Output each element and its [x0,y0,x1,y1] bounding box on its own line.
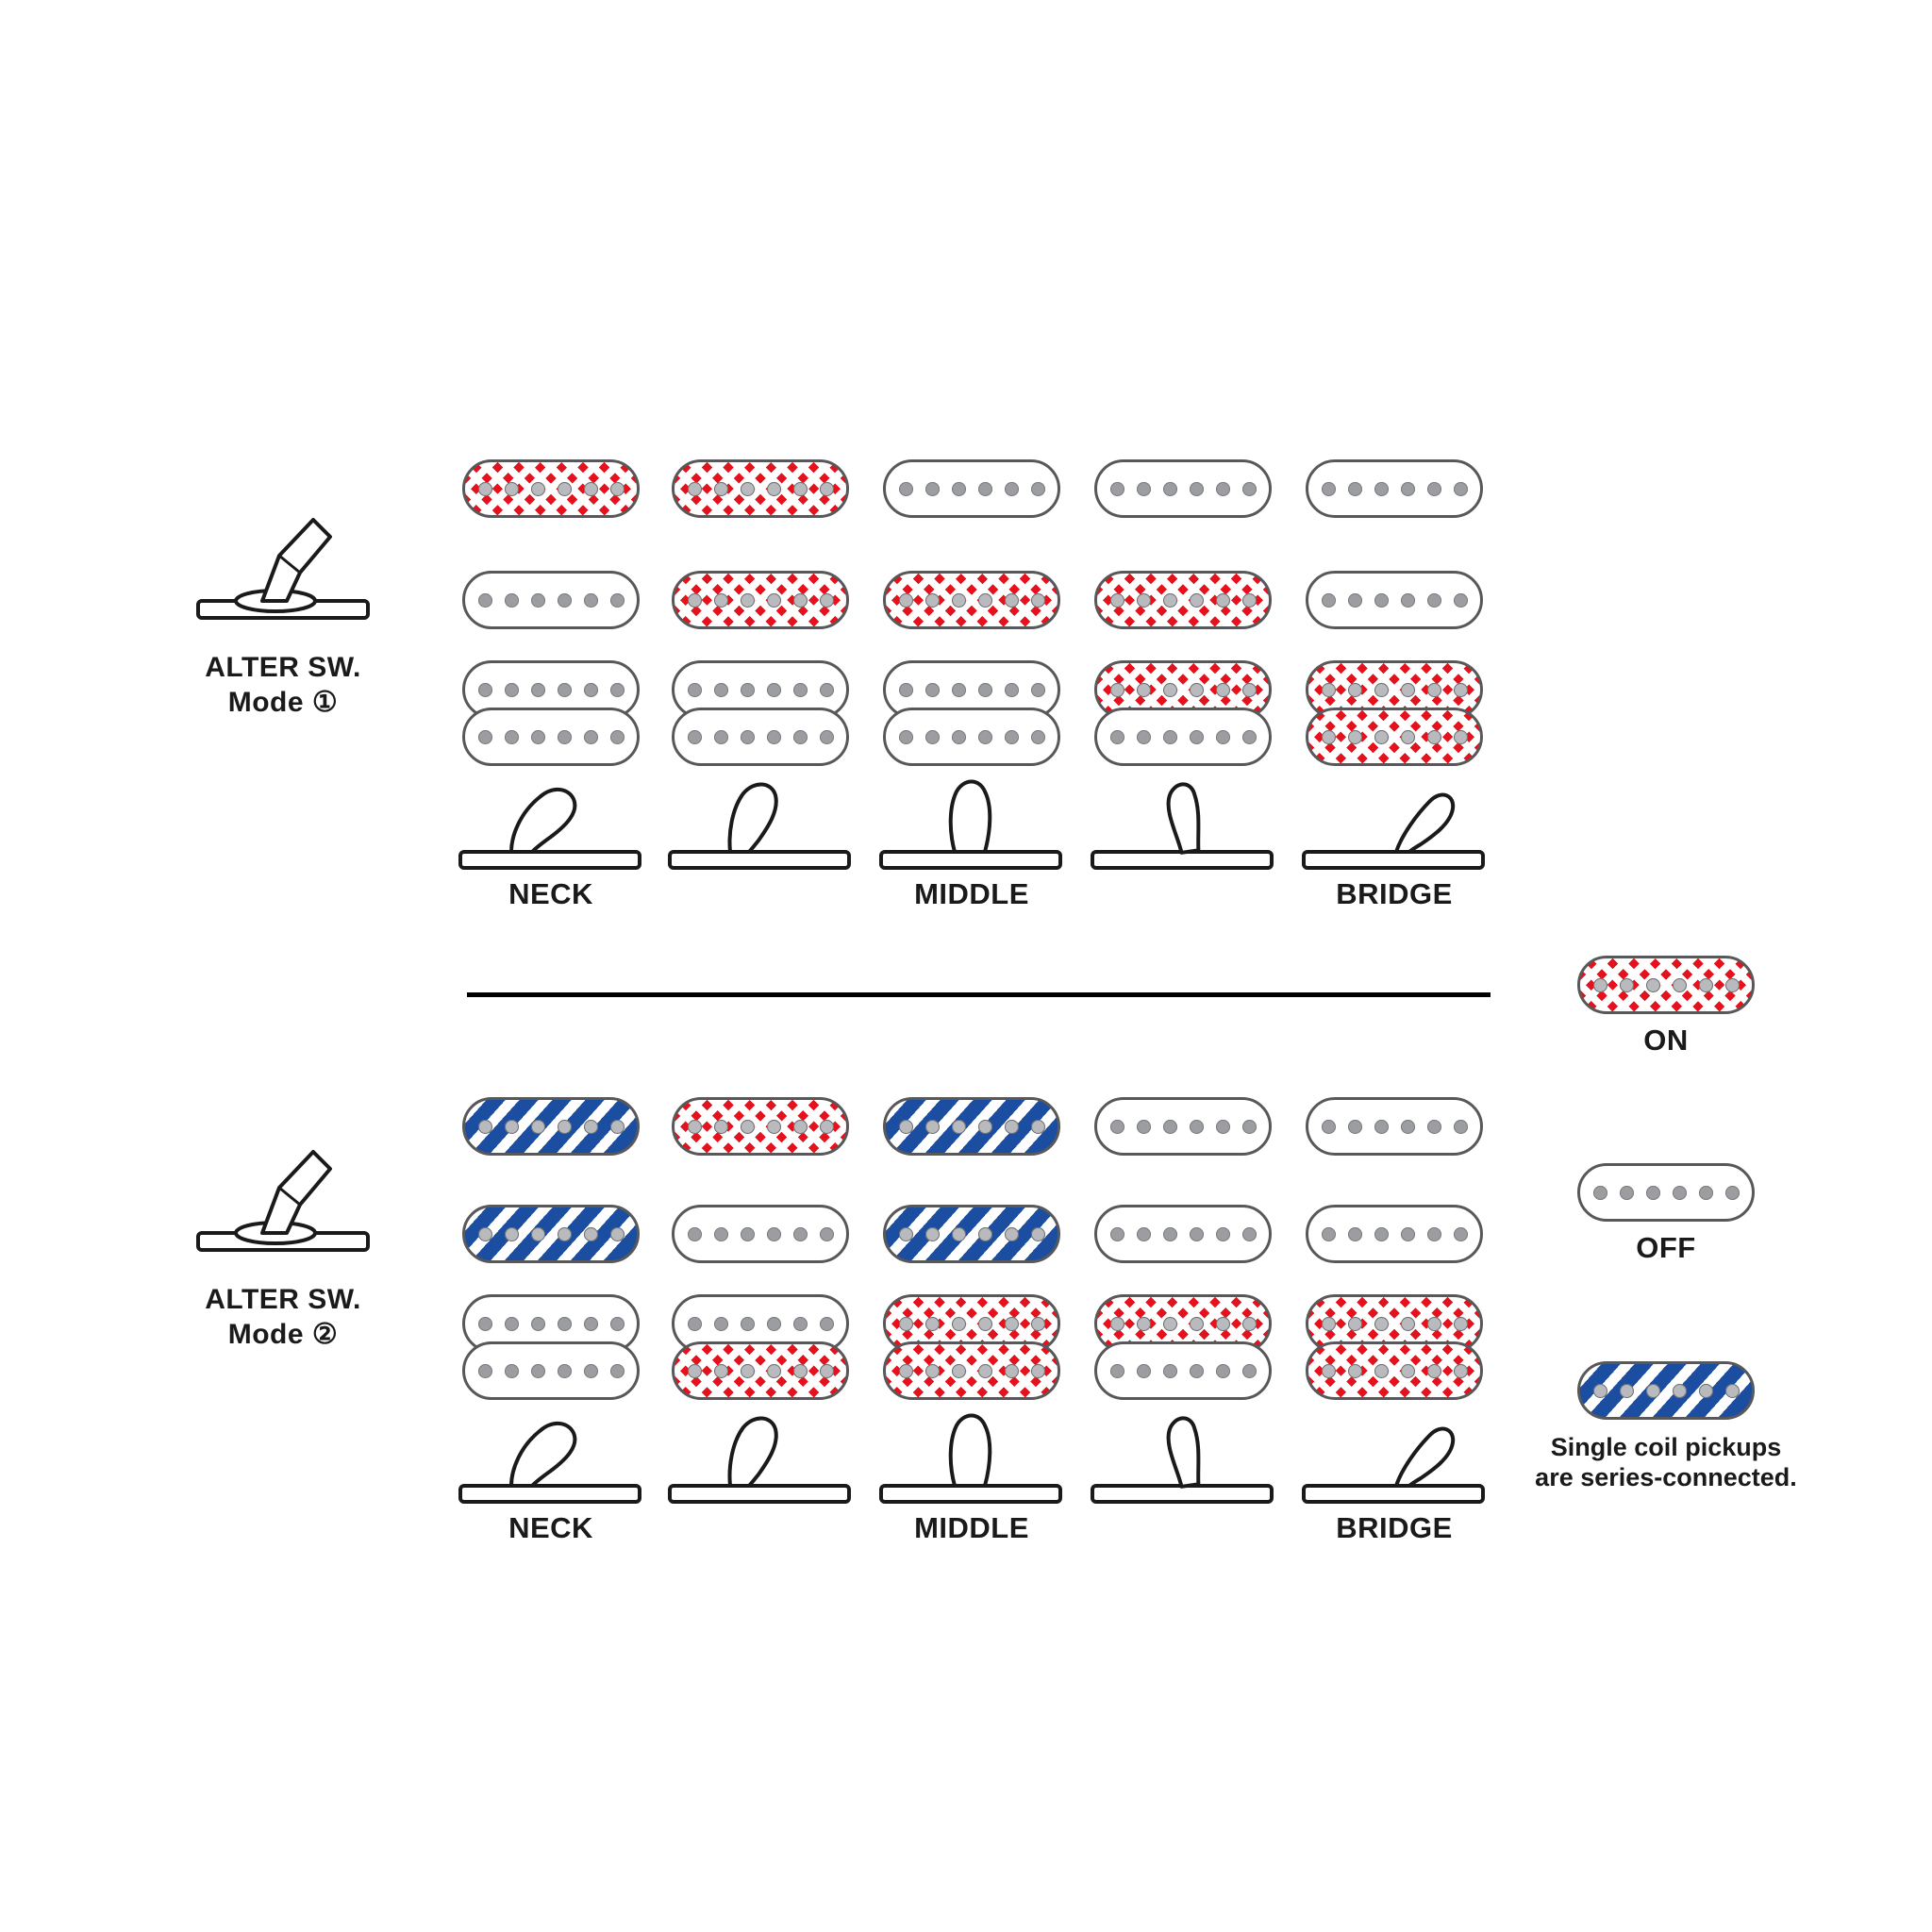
mode-1-pos-4-selector-icon [1085,769,1283,877]
mode-2-pos-5-middle-pickup [1306,1205,1483,1263]
pole-group [675,462,846,515]
pole-group [1097,710,1269,763]
mode-1-pos-1-neck-pickup [462,459,640,518]
legend-series-note-line2: are series-connected. [1535,1463,1797,1492]
pole-group [675,574,846,626]
mode-1-pos-1-bridge-coil-bottom [462,708,640,766]
mode-2-pos-1-label: NECK [508,1511,593,1544]
mode-2-pos-5-neck-pickup [1306,1097,1483,1156]
pole-group [465,1344,637,1397]
mode-1-pos-3-middle-pickup [883,571,1060,629]
mode-2-pos-2-selector-icon [662,1403,860,1511]
legend-off-label: OFF [1636,1231,1696,1264]
mode-2-pos-1-middle-pickup [462,1205,640,1263]
mode-1-pos-4-bridge-coil-bottom [1094,708,1272,766]
mode-1-pos-5-bridge-coil-bottom [1306,708,1483,766]
mode-2-pos-3-bridge-coil-bottom [883,1341,1060,1400]
mode-1-pos-3-label: MIDDLE [914,877,1029,910]
mode-1-pos-5-selector-icon [1296,769,1494,877]
pole-group [1308,574,1480,626]
pole-group [886,1100,1058,1153]
pole-group [465,462,637,515]
pole-group [1308,1344,1480,1397]
legend-series-swatch [1577,1361,1755,1420]
pole-group [886,574,1058,626]
legend-series-note-line1: Single coil pickups [1550,1433,1782,1461]
pole-group [675,1100,846,1153]
mode-2-pos-1-neck-pickup [462,1097,640,1156]
mode-1-pos-3-bridge-coil-bottom [883,708,1060,766]
pole-group [1308,1208,1480,1260]
legend-off-swatch [1577,1163,1755,1222]
section-divider [467,992,1491,997]
mode-2-pos-5-selector-icon [1296,1403,1494,1511]
mode-1-pos-2-middle-pickup [672,571,849,629]
pole-group [675,1208,846,1260]
mode-2-pos-3-label: MIDDLE [914,1511,1029,1544]
pole-group [1580,958,1752,1011]
pole-group [465,1208,637,1260]
pole-group [1097,1344,1269,1397]
mode-1-pos-5-label: BRIDGE [1336,877,1453,910]
mode-1-pos-1-middle-pickup [462,571,640,629]
mode-2-pos-5-bridge-coil-bottom [1306,1341,1483,1400]
pole-group [1097,574,1269,626]
mode-2-pos-4-selector-icon [1085,1403,1283,1511]
pole-group [1308,710,1480,763]
pole-group [1097,462,1269,515]
legend-on-label: ON [1643,1024,1689,1057]
mode-1-pos-3-neck-pickup [883,459,1060,518]
mode-2-title-line2: Mode ② [227,1318,339,1350]
mode-1-pos-2-neck-pickup [672,459,849,518]
mode-1-title [151,651,415,720]
legend-series-note [1524,1432,1807,1493]
mode-2-title-line1: ALTER SW. [205,1284,361,1315]
pole-group [1097,1208,1269,1260]
pole-group [1308,462,1480,515]
mode-1-title-line1: ALTER SW. [205,652,361,683]
mode-1-pos-2-bridge-coil-bottom [672,708,849,766]
mode-2-pos-4-bridge-coil-bottom [1094,1341,1272,1400]
pole-group [886,1208,1058,1260]
pole-group [675,1344,846,1397]
pole-group [465,1100,637,1153]
mode-2-pos-3-middle-pickup [883,1205,1060,1263]
pole-group [1580,1364,1752,1417]
pole-group [675,710,846,763]
mode-1-pos-3-selector-icon [874,769,1072,877]
mode-1-pos-1-selector-icon [453,769,651,877]
pole-group [886,462,1058,515]
pole-group [465,710,637,763]
mode-1-pos-1-label: NECK [508,877,593,910]
alter-switch-icon-mode-2 [189,1146,377,1259]
mode-2-pos-2-neck-pickup [672,1097,849,1156]
alter-switch-icon-mode-1 [189,514,377,627]
legend-on-swatch [1577,956,1755,1014]
pole-group [886,1344,1058,1397]
mode-2-pos-3-neck-pickup [883,1097,1060,1156]
pole-group [1580,1166,1752,1219]
mode-2-pos-4-middle-pickup [1094,1205,1272,1263]
mode-2-pos-3-selector-icon [874,1403,1072,1511]
mode-2-pos-2-middle-pickup [672,1205,849,1263]
mode-2-pos-5-label: BRIDGE [1336,1511,1453,1544]
mode-1-pos-5-middle-pickup [1306,571,1483,629]
mode-1-pos-4-middle-pickup [1094,571,1272,629]
mode-2-pos-1-selector-icon [453,1403,651,1511]
pole-group [1308,1100,1480,1153]
pole-group [1097,1100,1269,1153]
mode-2-pos-2-bridge-coil-bottom [672,1341,849,1400]
mode-2-pos-4-neck-pickup [1094,1097,1272,1156]
mode-2-pos-1-bridge-coil-bottom [462,1341,640,1400]
pole-group [886,710,1058,763]
mode-1-pos-5-neck-pickup [1306,459,1483,518]
mode-1-title-line2: Mode ① [227,686,339,718]
mode-1-pos-2-selector-icon [662,769,860,877]
pole-group [465,574,637,626]
mode-1-pos-4-neck-pickup [1094,459,1272,518]
mode-2-title [151,1283,415,1352]
